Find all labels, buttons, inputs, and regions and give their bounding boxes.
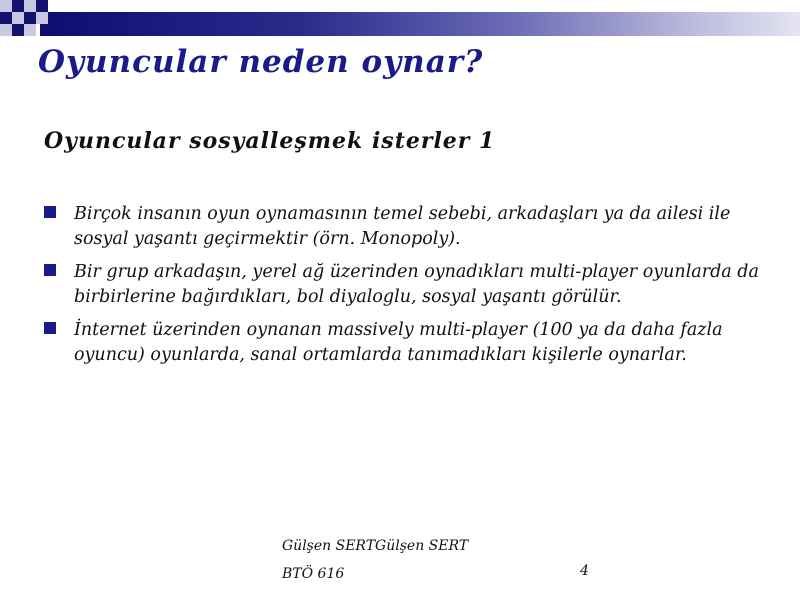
list-item <box>42 318 762 369</box>
checker-square <box>12 12 24 24</box>
square-bullet-icon <box>44 264 56 276</box>
bullet-text: İnternet üzerinden oynanan massively multi-player (100 ya da daha fazla oyuncu) oyunlarda, sanal ortamlarda tanımadıkları kişilerle oynarlar. <box>74 319 723 365</box>
list-item <box>42 260 762 311</box>
checker-square <box>12 0 24 12</box>
checker-square <box>12 24 24 36</box>
checker-square <box>0 0 12 12</box>
list-item <box>42 202 762 253</box>
page-number: 4 <box>580 563 589 579</box>
square-bullet-icon <box>44 206 56 218</box>
footer-author: Gülşen SERTGülşen SERT <box>282 538 469 554</box>
bullet-list <box>42 202 762 375</box>
checker-square <box>0 24 12 36</box>
checker-square <box>0 12 12 24</box>
bullet-text: Birçok insanın oyun oynamasının temel sebebi, arkadaşları ya da ailesi ile sosyal yaşantı geçirmektir (örn. Monopoly). <box>74 204 731 250</box>
header-gradient-band <box>40 12 800 36</box>
footer-course: BTÖ 616 <box>282 566 345 582</box>
square-bullet-icon <box>44 322 56 334</box>
slide-title: Oyuncular neden oynar? <box>38 44 484 80</box>
checker-square <box>36 12 48 24</box>
bullet-text: Bir grup arkadaşın, yerel ağ üzerinden oynadıkları multi-player oyunlarda da birbirlerine bağırdıkları, bol diyaloglu, sosyal yaşantı görülür. <box>74 261 759 308</box>
checker-square <box>24 12 36 24</box>
checker-square <box>36 0 48 12</box>
checker-square <box>24 0 36 12</box>
slide-subtitle: Oyuncular sosyalleşmek isterler 1 <box>44 128 496 154</box>
checker-square <box>24 24 36 36</box>
